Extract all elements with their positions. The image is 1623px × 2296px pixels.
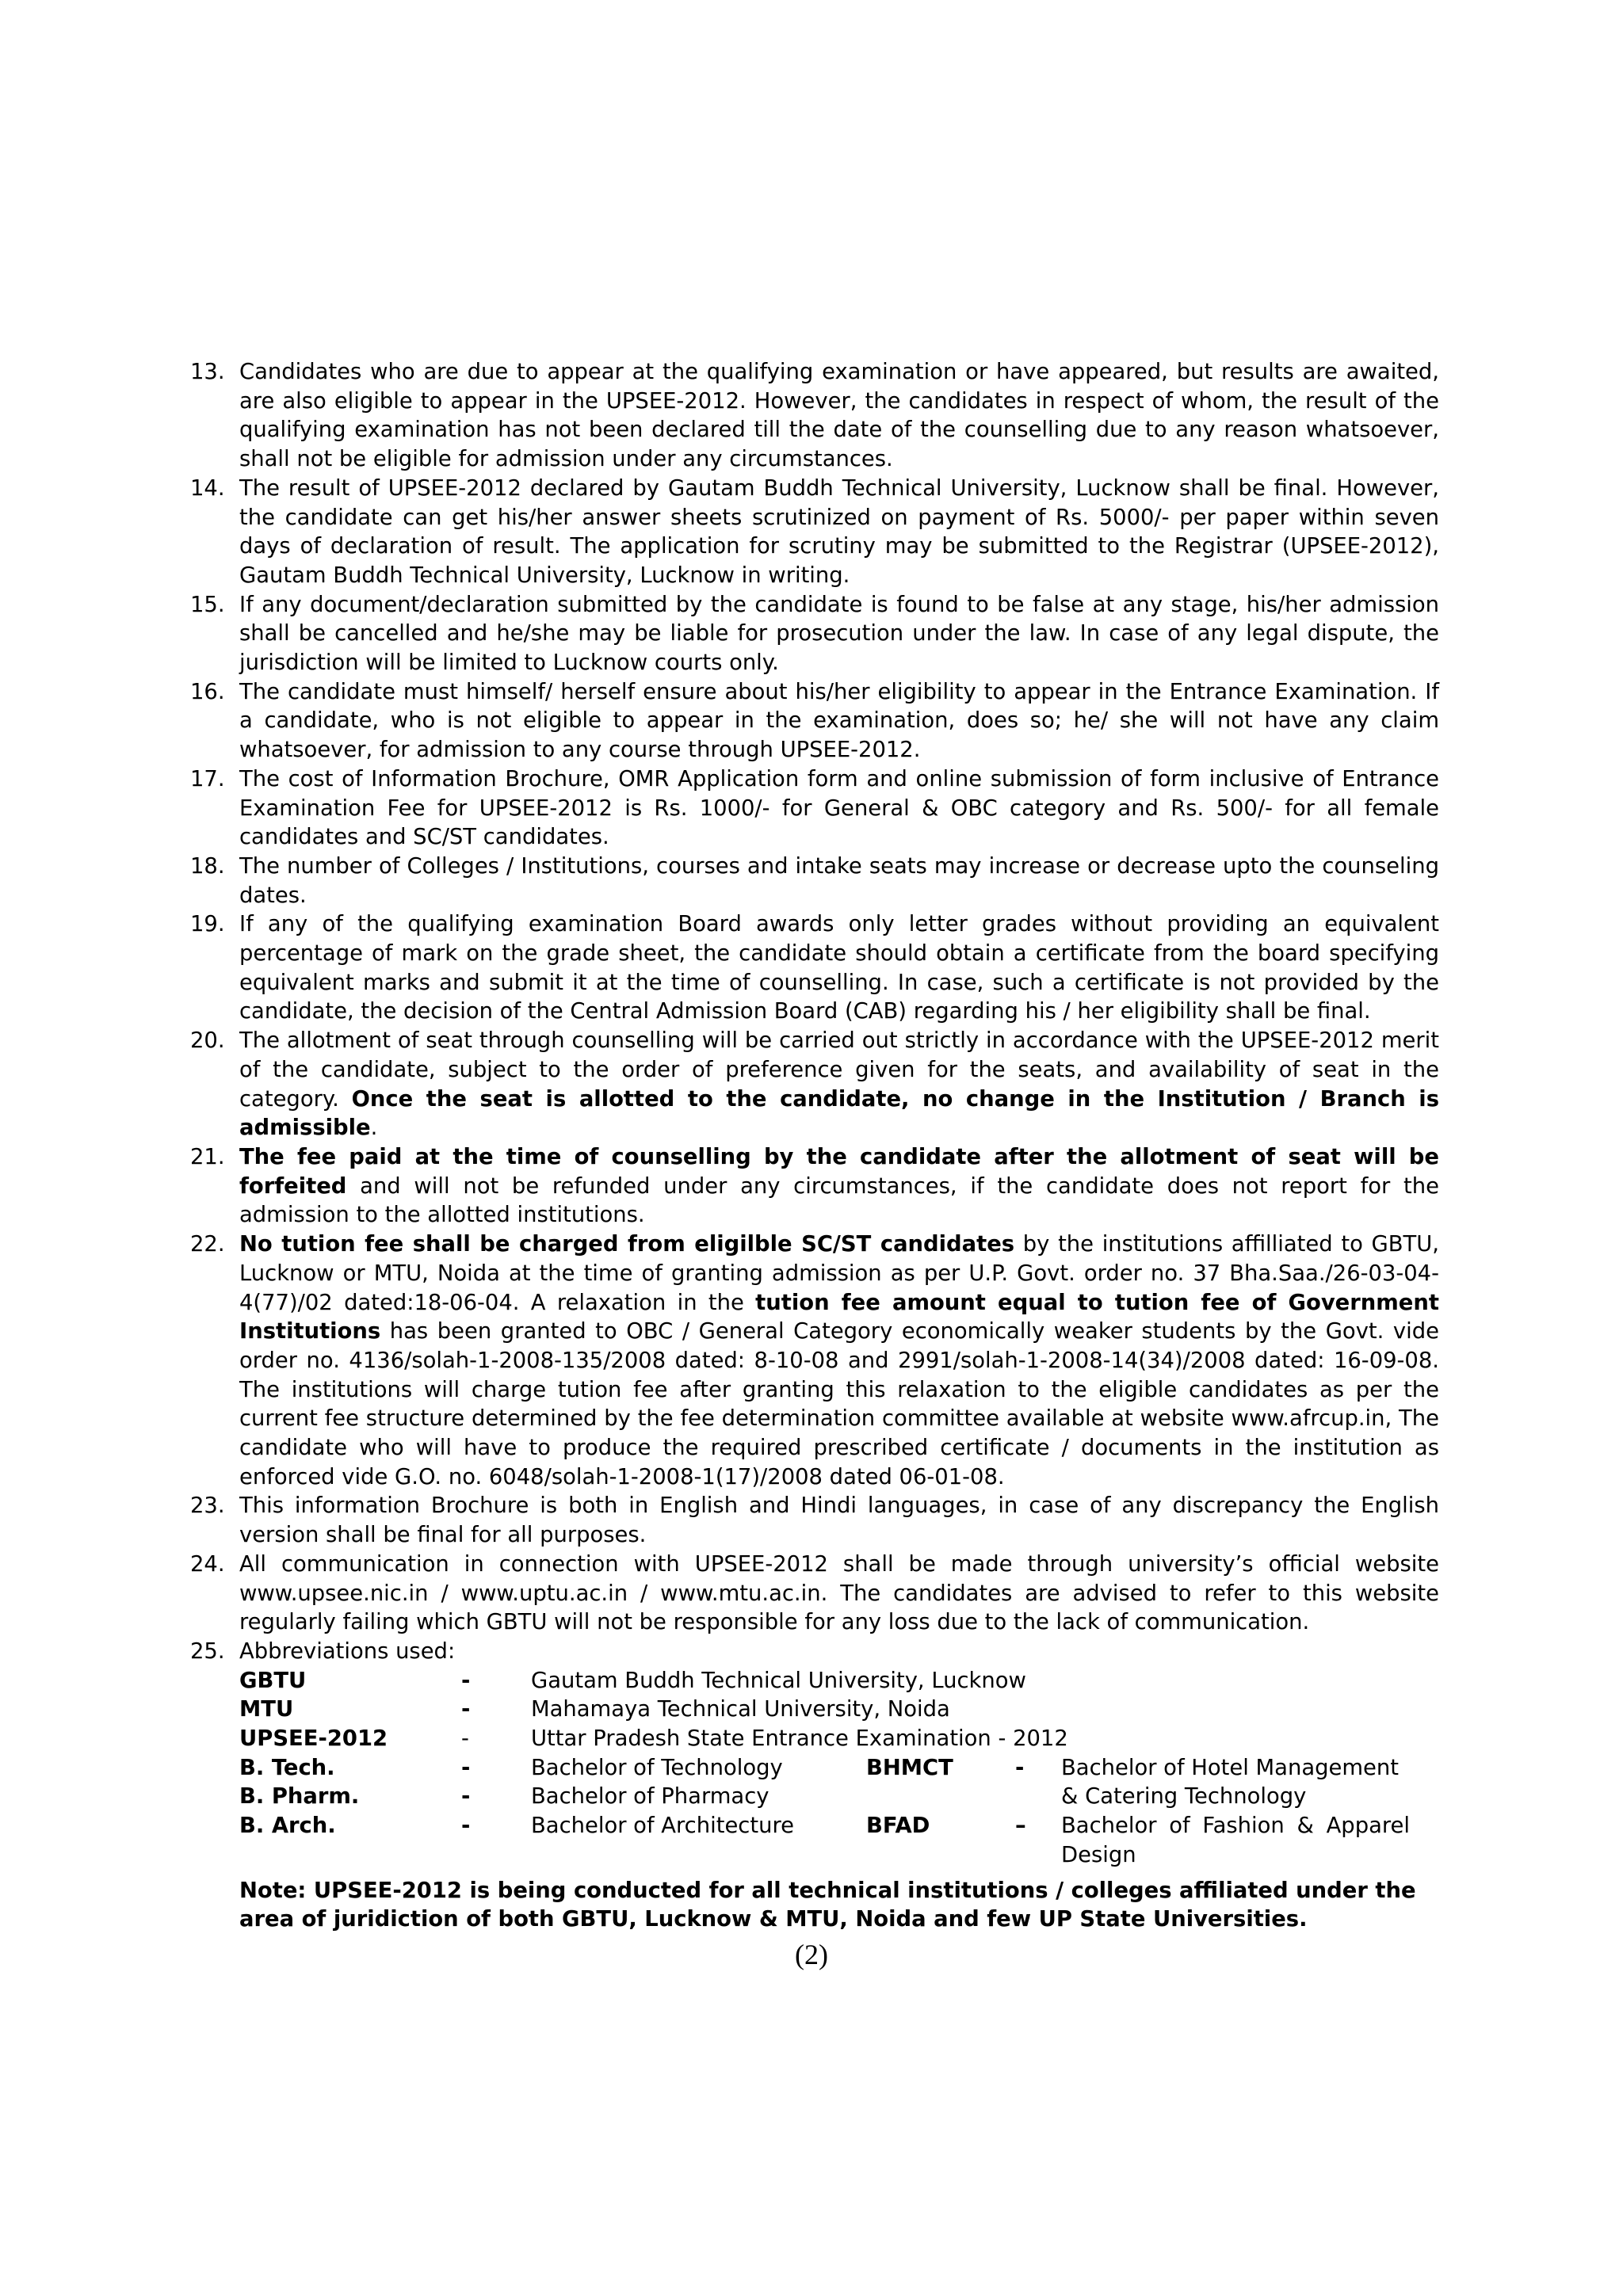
abbreviation-term: B. Arch. (239, 1814, 336, 1839)
abbreviation-dash: - (461, 1726, 469, 1752)
list-item (190, 358, 1439, 475)
abbreviation-term: MTU (239, 1697, 294, 1722)
list-item-abbreviations (190, 1638, 1439, 1871)
abbreviation-term: B. Pharm. (239, 1784, 360, 1810)
abbreviation-term: B. Tech. (239, 1755, 335, 1780)
abbreviation-dash: - (1015, 1755, 1025, 1780)
abbreviation-dash: - (461, 1784, 471, 1810)
item-number: 13. (190, 360, 225, 384)
item-text-bold: No tution fee shall be charged from eligilble SC/ST candidates (239, 1232, 1015, 1257)
note-text: Note: UPSEE-2012 is being conducted for all technical institutions / colleges affiliated under the area of juridiction of both GBTU, Lucknow & MTU, Noida and few UP State Universities. (239, 1878, 1416, 1932)
list-item (190, 1027, 1439, 1143)
item-text: The allotment of seat through counselling will be carried out strictly in accordance with the UPSEE-2012 merit of the candidate, subject to the order of preference given for the seats, and availability of seat in the category. (239, 1028, 1439, 1112)
item-text: . (370, 1116, 378, 1141)
item-text: by the institutions affilliated to GBTU, Lucknow or MTU, Noida at the time of granting admission as per U.P. Govt. order no. 37 Bha.Saa./26-03-04-4(77)/02 dated:18-06-04. A relaxation in the (239, 1232, 1439, 1315)
item-number: 24. (190, 1551, 225, 1577)
item-number: 25. (190, 1638, 225, 1664)
abbreviation-dash: - (461, 1697, 471, 1722)
list-item (190, 1143, 1439, 1230)
abbreviation-dash: - (461, 1668, 471, 1693)
abbreviation-row (239, 1812, 1410, 1870)
item-text: The cost of Information Brochure, OMR Application form and online submission of form inclusive of Entrance Examination Fee for UPSEE-2012 is Rs. 1000/- for General & OBC category and Rs. 500/- for all female candidates and SC/ST candidates. (239, 766, 1439, 850)
abbreviation-meaning: Mahamaya Technical University, Noida (531, 1697, 950, 1722)
item-text-bold: The fee paid at the time of counselling by the candidate after the allotment of seat will be forfeited (239, 1144, 1439, 1199)
item-text: The candidate must himself/ herself ensure about his/her eligibility to appear in the Entrance Examination. If a candidate, who is not eligible to appear in the examination, does so; he/ she will not have any claim whatsoever, for admission to any course through UPSEE-2012. (239, 679, 1439, 763)
item-number: 18. (190, 853, 225, 879)
abbreviation-term (866, 1783, 1009, 1812)
item-number: 21. (190, 1144, 225, 1169)
abbreviation-term: GBTU (239, 1668, 307, 1693)
item-text: The number of Colleges / Institutions, courses and intake seats may increase or decrease upto the counseling dates. (239, 853, 1439, 908)
abbreviation-row (239, 1754, 1410, 1783)
item-number: 19. (190, 912, 225, 937)
item-number: 20. (190, 1028, 225, 1054)
item-number: 22. (190, 1232, 225, 1257)
abbreviation-dash: - (461, 1755, 471, 1780)
item-text: and will not be refunded under any circumstances, if the candidate does not report for the admission to the allotted institutions. (239, 1173, 1439, 1228)
item-text: Candidates who are due to appear at the qualifying examination or have appeared, but results are awaited, are also eligible to appear in the UPSEE-2012. However, the candidates in respect of whom, the result of the qualifying examination has not been declared till the date of the counselling due to any reason whatsoever, shall not be eligible for admission under any circumstances. (239, 360, 1439, 472)
abbreviation-dash: – (1015, 1814, 1026, 1839)
item-text: If any document/declaration submitted by the candidate is found to be false at any stage, his/her admission shall be cancelled and he/she may be liable for prosecution under the law. In case of any legal dispute, the jurisdiction will be limited to Lucknow courts only. (239, 592, 1439, 676)
abbreviation-meaning: Gautam Buddh Technical University, Lucknow (531, 1668, 1026, 1693)
abbreviation-meaning: Bachelor of Technology (531, 1755, 783, 1780)
abbreviation-term: BHMCT (866, 1755, 953, 1780)
list-item (190, 852, 1439, 910)
abbreviation-row (239, 1783, 1410, 1812)
abbreviation-dash (1009, 1783, 1061, 1812)
abbreviation-meaning: Uttar Pradesh State Entrance Examination - 2012 (531, 1726, 1068, 1752)
abbreviation-term: BFAD (866, 1814, 930, 1839)
page-content (190, 358, 1439, 1935)
item-text: If any of the qualifying examination Board awards only letter grades without providing an equivalent percentage of mark on the grade sheet, the candidate should obtain a certificate from the board specifying equivalent marks and submit it at the time of counselling. In case, such a certificate is not provided by the candidate, the decision of the Central Admission Board (CAB) regarding his / her eligibility shall be final. (239, 912, 1439, 1024)
list-item (190, 765, 1439, 852)
item-text-bold: tution fee amount equal to tution fee of Government Institutions (239, 1290, 1439, 1344)
item-text: The result of UPSEE-2012 declared by Gautam Buddh Technical University, Lucknow shall be final. However, the candidate can get his/her answer sheets scrutinized on payment of Rs. 5000/- per paper within seven days of declaration of result. The application for scrutiny may be submitted to the Registrar (UPSEE-2012), Gautam Buddh Technical University, Lucknow in writing. (239, 475, 1439, 588)
item-text-bold: Once the seat is allotted to the candidate, no change in the Institution / Branch is admissible (239, 1086, 1439, 1141)
list-item (190, 591, 1439, 678)
item-text: All communication in connection with UPSEE-2012 shall be made through university’s official website www.upsee.nic.in / www.uptu.ac.in / www.mtu.ac.in. The candidates are advised to refer to this website regularly failing which GBTU will not be responsible for any loss due to the lack of communication. (239, 1551, 1439, 1635)
abbreviation-row (239, 1725, 1410, 1754)
list-item (190, 475, 1439, 591)
abbreviation-meaning: & Catering Technology (1061, 1784, 1307, 1810)
page-number: (2) (795, 1939, 828, 1970)
list-item (190, 678, 1439, 765)
abbreviation-meaning: Bachelor of Architecture (531, 1814, 794, 1839)
list-item (190, 1550, 1439, 1638)
item-text: has been granted to OBC / General Category economically weaker students by the Govt. vide order no. 4136/solah-1-2008-135/2008 dated: 8-10-08 and 2991/solah-1-2008-14(34)/2008 dated: 16-09-08. The institutions will charge tution fee after granting this relaxation to the eligible candidates as per the current fee structure determined by the fee determination committee available at website www.afrcup.in, The candidate who will have to produce the required prescribed certificate / documents in the institution as enforced vide G.O. no. 6048/solah-1-2008-1(17)/2008 dated 06-01-08. (239, 1319, 1439, 1489)
list-item (190, 910, 1439, 1027)
numbered-list (190, 358, 1439, 1638)
item-number: 23. (190, 1493, 225, 1519)
abbreviation-meaning: Bachelor of Hotel Management (1061, 1755, 1399, 1780)
item-number: 16. (190, 679, 225, 704)
abbreviation-row (239, 1667, 1410, 1696)
item-number: 14. (190, 475, 225, 501)
list-item (190, 1492, 1439, 1550)
abbreviations-table (239, 1667, 1410, 1871)
list-item (190, 1230, 1439, 1492)
abbreviation-row (239, 1695, 1410, 1725)
item-text: This information Brochure is both in English and Hindi languages, in case of any discrepancy the English version shall be final for all purposes. (239, 1493, 1439, 1548)
abbreviation-meaning: Bachelor of Fashion & Apparel Design (1061, 1814, 1410, 1867)
item-number: 17. (190, 766, 225, 791)
abbreviation-term: UPSEE-2012 (239, 1726, 388, 1752)
abbreviation-dash: - (461, 1814, 471, 1839)
abbreviation-meaning: Bachelor of Pharmacy (531, 1784, 769, 1810)
abbreviations-heading: Abbreviations used: (239, 1638, 456, 1664)
item-number: 15. (190, 592, 225, 617)
